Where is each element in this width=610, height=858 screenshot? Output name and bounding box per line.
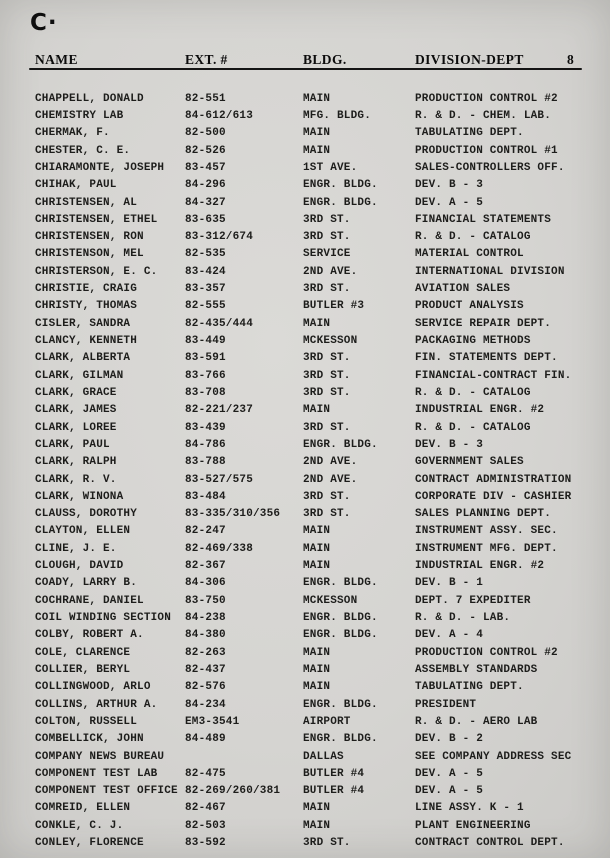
table-row	[35, 142, 592, 159]
cell-ext: 83-592	[185, 837, 226, 850]
cell-name: CONLEY, FLORENCE	[35, 837, 144, 850]
cell-name: CLAUSS, DOROTHY	[35, 508, 138, 521]
cell-division: DEV. A - 5	[415, 785, 484, 798]
table-row	[35, 177, 592, 194]
cell-name: COIL WINDING SECTION	[35, 612, 172, 625]
cell-name: CHERMAK, F.	[35, 127, 110, 140]
cell-bldg: 3RD ST.	[303, 231, 351, 244]
page-number: 8	[567, 52, 575, 67]
table-row	[35, 765, 592, 782]
cell-name: CLARK, PAUL	[35, 438, 110, 451]
cell-division: PLANT ENGINEERING	[415, 819, 531, 832]
cell-ext: 83-424	[185, 265, 226, 278]
cell-division: PRESIDENT	[415, 698, 477, 711]
cell-bldg: ENGR. BLDG.	[303, 577, 378, 590]
cell-ext: 83-766	[185, 369, 226, 382]
cell-bldg: 3RD ST.	[303, 283, 351, 296]
table-row	[35, 229, 592, 246]
cell-bldg: MAIN	[303, 560, 331, 573]
cell-bldg: 2ND AVE.	[303, 473, 358, 486]
cell-division: SALES-CONTROLLERS OFF.	[415, 161, 565, 174]
cell-bldg: ENGR. BLDG.	[303, 629, 378, 642]
cell-division: FINANCIAL STATEMENTS	[415, 213, 552, 226]
cell-bldg: BUTLER #3	[303, 300, 365, 313]
cell-division: CORPORATE DIV - CASHIER	[415, 490, 572, 503]
table-row	[35, 125, 592, 142]
cell-bldg: MCKESSON	[303, 594, 358, 607]
cell-name: COMPONENT TEST OFFICE	[35, 785, 178, 798]
cell-name: CHESTER, C. E.	[35, 144, 131, 157]
table-row	[35, 315, 592, 332]
cell-bldg: 3RD ST.	[303, 490, 351, 503]
cell-ext: 82-576	[185, 681, 226, 694]
cell-name: CLARK, LOREE	[35, 421, 117, 434]
cell-bldg: BUTLER #4	[303, 785, 365, 798]
cell-name: COLE, CLARENCE	[35, 646, 131, 659]
table-row	[35, 384, 592, 401]
cell-ext: 83-357	[185, 283, 226, 296]
table-row	[35, 817, 592, 834]
cell-division: PRODUCTION CONTROL #1	[415, 144, 558, 157]
cell-bldg: 3RD ST.	[303, 508, 351, 521]
table-row	[35, 332, 592, 349]
cell-bldg: MAIN	[303, 127, 331, 140]
cell-division: INSTRUMENT MFG. DEPT.	[415, 542, 558, 555]
table-row	[35, 246, 592, 263]
table-row	[35, 834, 592, 851]
cell-division: ASSEMBLY STANDARDS	[415, 663, 538, 676]
table-row	[35, 488, 592, 505]
cell-bldg: 3RD ST.	[303, 369, 351, 382]
cell-bldg: 2ND AVE.	[303, 456, 358, 469]
cell-name: CHIARAMONTE, JOSEPH	[35, 161, 165, 174]
cell-bldg: MAIN	[303, 646, 331, 659]
cell-division: PRODUCT ANALYSIS	[415, 300, 524, 313]
table-row	[35, 575, 592, 592]
header-division-column: DIVISION-DEPT	[415, 52, 524, 67]
cell-division: SEE COMPANY ADDRESS SEC	[415, 750, 572, 763]
cell-division: DEV. B - 3	[415, 438, 484, 451]
cell-division: FINANCIAL-CONTRACT FIN.	[415, 369, 572, 382]
cell-bldg: ENGR. BLDG.	[303, 179, 378, 192]
cell-bldg: ENGR. BLDG.	[303, 733, 378, 746]
cell-name: COADY, LARRY B.	[35, 577, 138, 590]
cell-division: DEV. B - 3	[415, 179, 484, 192]
cell-division: DEV. A - 4	[415, 629, 484, 642]
cell-division: INTERNATIONAL DIVISION	[415, 265, 565, 278]
cell-bldg: MAIN	[303, 404, 331, 417]
cell-ext: 84-786	[185, 438, 226, 451]
cell-name: CHRISTENSEN, ETHEL	[35, 213, 158, 226]
cell-name: CLANCY, KENNETH	[35, 335, 138, 348]
cell-ext: 82-503	[185, 819, 226, 832]
cell-name: CISLER, SANDRA	[35, 317, 131, 330]
cell-ext: 84-306	[185, 577, 226, 590]
cell-name: CLARK, RALPH	[35, 456, 117, 469]
cell-bldg: 1ST AVE.	[303, 161, 358, 174]
table-row	[35, 748, 592, 765]
table-header	[0, 52, 610, 68]
cell-name: COMREID, ELLEN	[35, 802, 131, 815]
cell-ext: 84-380	[185, 629, 226, 642]
cell-ext: 82-247	[185, 525, 226, 538]
table-row	[35, 211, 592, 228]
cell-bldg: 3RD ST.	[303, 837, 351, 850]
table-row	[35, 298, 592, 315]
directory-rows	[35, 90, 592, 852]
cell-division: PRODUCTION CONTROL #2	[415, 92, 558, 105]
cell-bldg: MAIN	[303, 144, 331, 157]
cell-bldg: ENGR. BLDG.	[303, 612, 378, 625]
cell-bldg: SERVICE	[303, 248, 351, 261]
table-row	[35, 627, 592, 644]
cell-ext: 84-296	[185, 179, 226, 192]
cell-ext: 83-527/575	[185, 473, 254, 486]
table-row	[35, 419, 592, 436]
cell-division: PRODUCTION CONTROL #2	[415, 646, 558, 659]
cell-division: DEV. B - 2	[415, 733, 484, 746]
cell-name: CLOUGH, DAVID	[35, 560, 124, 573]
cell-ext: 82-269/260/381	[185, 785, 281, 798]
cell-division: DEV. A - 5	[415, 196, 484, 209]
cell-name: CHEMISTRY LAB	[35, 109, 124, 122]
cell-division: MATERIAL CONTROL	[415, 248, 524, 261]
cell-bldg: MAIN	[303, 819, 331, 832]
cell-name: CONKLE, C. J.	[35, 819, 124, 832]
cell-ext: 84-489	[185, 733, 226, 746]
cell-name: COMBELLICK, JOHN	[35, 733, 144, 746]
cell-bldg: ENGR. BLDG.	[303, 698, 378, 711]
cell-name: CHRISTENSON, MEL	[35, 248, 144, 261]
cell-ext: 83-591	[185, 352, 226, 365]
cell-name: CHRISTIE, CRAIG	[35, 283, 138, 296]
cell-bldg: MCKESSON	[303, 335, 358, 348]
table-row	[35, 402, 592, 419]
table-row	[35, 609, 592, 626]
cell-division: INDUSTRIAL ENGR. #2	[415, 560, 545, 573]
table-row	[35, 592, 592, 609]
cell-ext: 82-500	[185, 127, 226, 140]
table-row	[35, 506, 592, 523]
cell-name: CLINE, J. E.	[35, 542, 117, 555]
cell-name: COLLINGWOOD, ARLO	[35, 681, 151, 694]
table-row	[35, 523, 592, 540]
table-row	[35, 280, 592, 297]
cell-bldg: 3RD ST.	[303, 386, 351, 399]
cell-division: R. & D. - CATALOG	[415, 231, 531, 244]
cell-division: CONTRACT ADMINISTRATION	[415, 473, 572, 486]
cell-division: TABULATING DEPT.	[415, 681, 524, 694]
table-row	[35, 263, 592, 280]
cell-division: INDUSTRIAL ENGR. #2	[415, 404, 545, 417]
cell-bldg: BUTLER #4	[303, 767, 365, 780]
cell-division: DEV. B - 1	[415, 577, 484, 590]
cell-ext: 83-484	[185, 490, 226, 503]
cell-ext: 83-439	[185, 421, 226, 434]
cell-ext: 82-555	[185, 300, 226, 313]
cell-division: SERVICE REPAIR DEPT.	[415, 317, 552, 330]
table-row	[35, 454, 592, 471]
cell-ext: 83-635	[185, 213, 226, 226]
cell-bldg: ENGR. BLDG.	[303, 196, 378, 209]
cell-bldg: MAIN	[303, 92, 331, 105]
header-name-column: NAME	[35, 52, 78, 67]
table-row	[35, 557, 592, 574]
cell-ext: EM3-3541	[185, 715, 240, 728]
cell-ext: 82-221/237	[185, 404, 254, 417]
table-row	[35, 367, 592, 384]
cell-division: INSTRUMENT ASSY. SEC.	[415, 525, 558, 538]
cell-division: R. & D. - CATALOG	[415, 421, 531, 434]
cell-division: R. & D. - LAB.	[415, 612, 511, 625]
cell-division: SALES PLANNING DEPT.	[415, 508, 552, 521]
table-row	[35, 159, 592, 176]
cell-name: CLARK, WINONA	[35, 490, 124, 503]
cell-bldg: MAIN	[303, 525, 331, 538]
cell-ext: 83-457	[185, 161, 226, 174]
table-row	[35, 107, 592, 124]
cell-name: COCHRANE, DANIEL	[35, 594, 144, 607]
cell-name: CLARK, R. V.	[35, 473, 117, 486]
cell-name: CHAPPELL, DONALD	[35, 92, 144, 105]
cell-ext: 83-335/310/356	[185, 508, 281, 521]
cell-name: COMPONENT TEST LAB	[35, 767, 158, 780]
cell-name: CHRISTENSEN, AL	[35, 196, 138, 209]
cell-name: CHRISTENSEN, RON	[35, 231, 144, 244]
cell-ext: 84-327	[185, 196, 226, 209]
table-row	[35, 540, 592, 557]
cell-name: CLARK, GILMAN	[35, 369, 124, 382]
cell-division: R. & D. - AERO LAB	[415, 715, 538, 728]
cell-name: COLLIER, BERYL	[35, 663, 131, 676]
table-row	[35, 661, 592, 678]
section-letter: C·	[30, 10, 58, 36]
cell-bldg: 2ND AVE.	[303, 265, 358, 278]
cell-ext: 82-551	[185, 92, 226, 105]
cell-name: CHIHAK, PAUL	[35, 179, 117, 192]
cell-division: R. & D. - CHEM. LAB.	[415, 109, 552, 122]
cell-ext: 82-437	[185, 663, 226, 676]
table-row	[35, 783, 592, 800]
cell-ext: 82-469/338	[185, 542, 254, 555]
table-row	[35, 696, 592, 713]
cell-ext: 82-475	[185, 767, 226, 780]
cell-bldg: MAIN	[303, 802, 331, 815]
cell-bldg: DALLAS	[303, 750, 344, 763]
cell-name: COLLINS, ARTHUR A.	[35, 698, 158, 711]
table-row	[35, 350, 592, 367]
header-rule	[29, 68, 582, 70]
cell-name: COLBY, ROBERT A.	[35, 629, 144, 642]
cell-bldg: MAIN	[303, 663, 331, 676]
cell-division: GOVERNMENT SALES	[415, 456, 524, 469]
table-row	[35, 679, 592, 696]
table-row	[35, 731, 592, 748]
cell-bldg: AIRPORT	[303, 715, 351, 728]
table-row	[35, 800, 592, 817]
cell-ext: 83-708	[185, 386, 226, 399]
cell-bldg: MAIN	[303, 542, 331, 555]
table-row	[35, 713, 592, 730]
cell-ext: 83-449	[185, 335, 226, 348]
cell-division: DEPT. 7 EXPEDITER	[415, 594, 531, 607]
cell-ext: 82-263	[185, 646, 226, 659]
header-bldg-column: BLDG.	[303, 52, 347, 67]
cell-bldg: 3RD ST.	[303, 352, 351, 365]
cell-ext: 83-788	[185, 456, 226, 469]
cell-ext: 82-435/444	[185, 317, 254, 330]
table-row	[35, 90, 592, 107]
cell-ext: 84-612/613	[185, 109, 254, 122]
cell-name: CLARK, GRACE	[35, 386, 117, 399]
cell-ext: 84-234	[185, 698, 226, 711]
cell-division: R. & D. - CATALOG	[415, 386, 531, 399]
header-ext-column: EXT. #	[185, 52, 228, 67]
cell-ext: 83-750	[185, 594, 226, 607]
cell-ext: 82-526	[185, 144, 226, 157]
cell-ext: 82-467	[185, 802, 226, 815]
table-row	[35, 471, 592, 488]
cell-division: PACKAGING METHODS	[415, 335, 531, 348]
cell-name: CHRISTERSON, E. C.	[35, 265, 158, 278]
cell-name: CLARK, ALBERTA	[35, 352, 131, 365]
cell-division: TABULATING DEPT.	[415, 127, 524, 140]
cell-division: FIN. STATEMENTS DEPT.	[415, 352, 558, 365]
cell-bldg: 3RD ST.	[303, 213, 351, 226]
table-row	[35, 436, 592, 453]
cell-name: COMPANY NEWS BUREAU	[35, 750, 165, 763]
cell-bldg: 3RD ST.	[303, 421, 351, 434]
cell-ext: 84-238	[185, 612, 226, 625]
cell-bldg: MFG. BLDG.	[303, 109, 372, 122]
cell-division: DEV. A - 5	[415, 767, 484, 780]
cell-ext: 82-535	[185, 248, 226, 261]
cell-division: AVIATION SALES	[415, 283, 511, 296]
cell-name: CLAYTON, ELLEN	[35, 525, 131, 538]
table-row	[35, 644, 592, 661]
cell-name: CLARK, JAMES	[35, 404, 117, 417]
cell-name: COLTON, RUSSELL	[35, 715, 138, 728]
cell-division: CONTRACT CONTROL DEPT.	[415, 837, 565, 850]
cell-bldg: ENGR. BLDG.	[303, 438, 378, 451]
table-row	[35, 194, 592, 211]
cell-name: CHRISTY, THOMAS	[35, 300, 138, 313]
cell-division: LINE ASSY. K - 1	[415, 802, 524, 815]
cell-bldg: MAIN	[303, 317, 331, 330]
cell-bldg: MAIN	[303, 681, 331, 694]
cell-ext: 83-312/674	[185, 231, 254, 244]
cell-ext: 82-367	[185, 560, 226, 573]
